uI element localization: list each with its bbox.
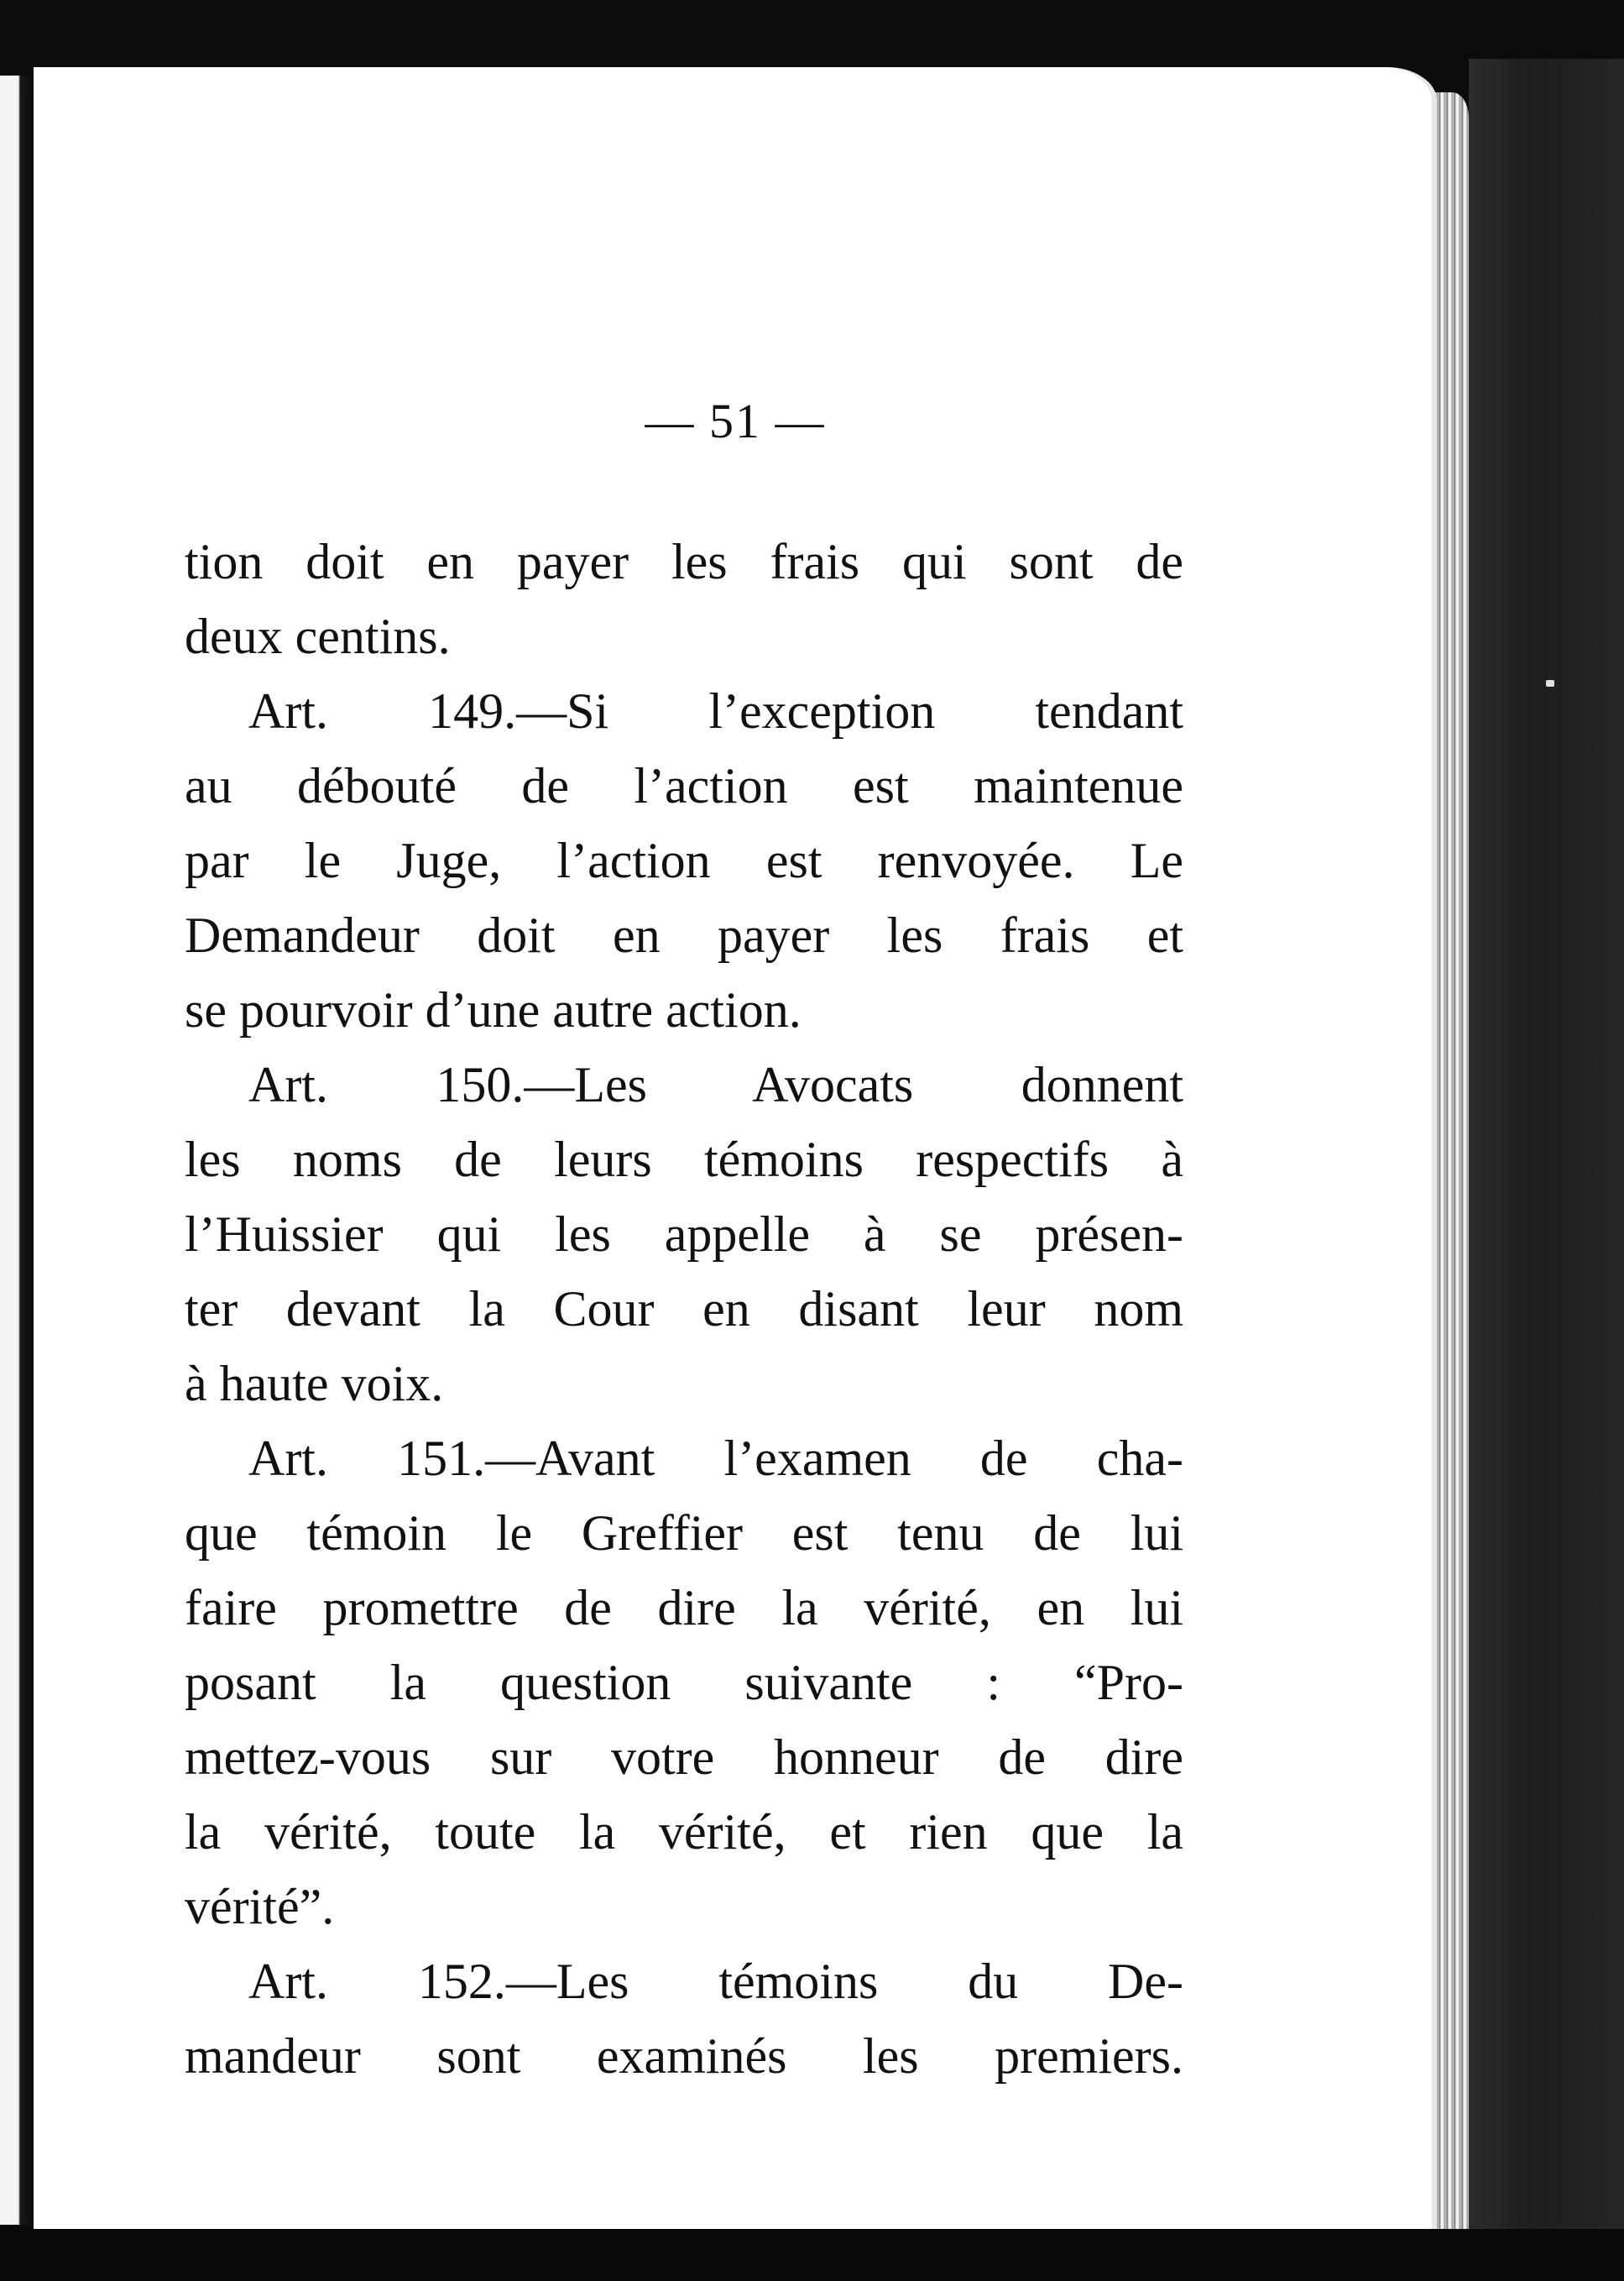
text-line: l’Huissier qui les appelle à se présen- [185, 1206, 1183, 1262]
article-152-heading: Art. 152.—Les témoins du De- [248, 1954, 1183, 2009]
text-line: Demandeur doit en payer les frais et [185, 908, 1183, 963]
text-line: mettez-vous sur votre honneur de dire [185, 1729, 1183, 1785]
text-line: ter devant la Cour en disant leur nom [185, 1281, 1183, 1337]
text-line: par le Juge, l’action est renvoyée. Le [185, 833, 1183, 888]
page [34, 67, 1437, 2233]
article-150-heading: Art. 150.—Les Avocats donnent [248, 1057, 1183, 1112]
text-line: la vérité, toute la vérité, et rien que la [185, 1804, 1183, 1860]
text-line: se pourvoir d’une autre action. [185, 982, 802, 1038]
article-151-heading: Art. 151.—Avant l’examen de cha- [248, 1431, 1183, 1486]
text-line: les noms de leurs témoins respectifs à [185, 1132, 1183, 1187]
text-line: faire promettre de dire la vérité, en lui [185, 1580, 1183, 1635]
bottom-shadow [0, 2229, 1624, 2281]
text-line: au débouté de l’action est maintenue [185, 758, 1183, 814]
text-line: tion doit en payer les frais qui sont de [185, 534, 1183, 589]
text-line: deux centins. [185, 609, 451, 664]
article-149-heading: Art. 149.—Si l’exception tendant [248, 683, 1183, 739]
body-text [185, 525, 1183, 2094]
text-line: posant la question suivante : “Pro- [185, 1655, 1183, 1710]
book-cover [1469, 59, 1624, 2242]
text-line: que témoin le Greffier est tenu de lui [185, 1505, 1183, 1561]
cover-spot [1546, 680, 1554, 687]
binding-line [25, 92, 30, 2216]
text-line: vérité”. [185, 1879, 335, 1934]
page-number: — 51 — [645, 394, 826, 448]
text-line: à haute voix. [185, 1356, 444, 1411]
text-line: mandeur sont examinés les premiers. [185, 2028, 1183, 2084]
